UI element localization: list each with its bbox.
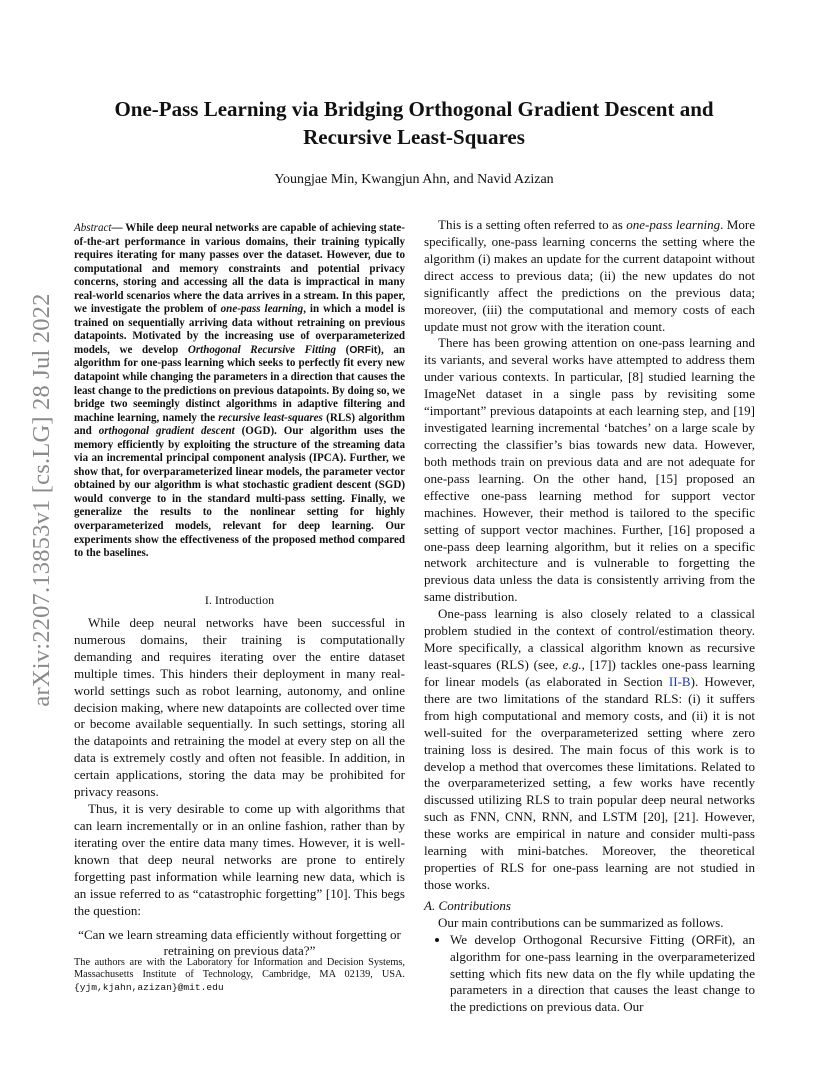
abstract-emph: one-pass learning xyxy=(220,303,304,316)
paragraph-one-pass xyxy=(424,217,755,335)
right-column xyxy=(424,217,755,1016)
abstract-text: (RLS) algorithm and xyxy=(74,411,405,438)
text: , [17]) tackles one-pass learning for linear models (as elaborated in Section xyxy=(424,656,755,689)
text: ). However, there are two limitations of the standard RLS: (i) it suffers from high computational and memory costs, and (ii) it is not well-suited for the overparameterized setting where zero training loss is desired. The main focus of this work is to develop a method that overcomes these limitations. Related to the overparameterized setting, a few works have recently discussed utilizing RLS to train popular deep neural networks such as FNN, CNN, RNN, and LSTM [20], [21]. However, these works are empirical in nature and consider multi-pass learning with mini-batches. Moreover, the theoretical properties of RLS for one-pass learning are not studied in those works. xyxy=(424,673,755,892)
paper-title xyxy=(80,95,748,151)
intro-paragraph-1: While deep neural networks have been successful in numerous domains, their training is computationally demanding and requires iterating over the entire dataset multiple times. This hinders their deployment in many real-world settings such as robot learning, autonomy, and online decision making, where new datapoints are collected over time or become available sequentially. In such settings, storing all the datapoints and retraining the model at every step on all the data is extremely costly and often not feasible. In addition, in certain applications, storing the data may be prohibited for privacy reasons. xyxy=(74,614,405,800)
text: We develop Orthogonal Recursive Fitting ( xyxy=(450,931,697,947)
arxiv-id-text: arXiv:2207.13853v1 [cs.LG] 28 Jul 2022 xyxy=(28,293,55,707)
abstract xyxy=(74,222,405,561)
abstract-text: , in which a model is trained on sequentially arriving data without retraining on previous datapoints. Motivated by the increasing use of overparameterized models, we develop xyxy=(74,303,405,356)
contributions-list xyxy=(424,932,755,1017)
footnote-text: The authors are with the Laboratory for Information and Decision Systems, Massachusetts Institute of Technology, Cambridge, MA 02139, USA. xyxy=(74,957,405,981)
section-heading: I. Introduction xyxy=(204,593,275,607)
abstract-emph: recursive least-squares xyxy=(218,411,323,424)
abstract-text: ), an algorithm for one-pass learning which seeks to perfectly fit every new datapoint while changing the parameters in a direction that causes the least change to the predictions on previous datapoints. By doing so, we bridge two seemingly distinct algorithms in adaptive filtering and machine learning, namely the xyxy=(74,343,405,424)
title-line-1: One-Pass Learning via Bridging Orthogonal Gradient Descent and xyxy=(114,97,714,121)
text: One-pass learning is also closely related to a classical problem studied in the context of control/estimation theory. More specifically, a classical algorithm known as recursive least-squares (RLS) (see, xyxy=(424,606,755,672)
abstract-emph: Orthogonal Recursive Fitting xyxy=(187,343,336,356)
orfit-name: ORFit xyxy=(349,344,378,356)
abstract-emph: orthogonal gradient descent xyxy=(98,425,235,438)
abstract-text: (OGD). Our algorithm uses the memory efficiently by exploiting the structure of the streaming data via an incremental principal component analysis (IPCA). Further, we show that, for overparameterized linear models, the parameter vector obtained by our algorithm is what stochastic gradient descent (SGD) would converge to in the standard multi-pass setting. Finally, we generalize the results to the nonlinear setting for highly overparameterized models, relevant for deep learning. Our experiments show the effectiveness of the proposed method compared to the baselines. xyxy=(74,425,405,560)
arxiv-identifier xyxy=(22,295,62,705)
text: This is a setting often referred to as xyxy=(438,217,627,232)
abstract-text: — While deep neural networks are capable of achieving state-of-the-art performance in various domains, their training typically requires iterating for many passes over the dataset. However, due to computational and memory constraints and potential privacy concerns, storing and accessing all the data is impractical in many real-world scenarios where the data arrives in a stream. In this paper, we investigate the problem of xyxy=(74,222,405,316)
contribution-item xyxy=(450,932,755,1017)
footnote xyxy=(74,957,405,994)
emph: one-pass learning xyxy=(626,217,721,232)
author-list: Youngjae Min, Kwangjun Ahn, and Navid Azizan xyxy=(274,172,554,187)
title-line-2: Recursive Least-Squares xyxy=(303,125,525,149)
text: ), an algorithm for one-pass learning in the overparameterized setting which fits new data on the fly while updating the parameters in a direction that causes the least change to the predictions on previous data. Our xyxy=(450,931,755,1015)
introduction-section xyxy=(74,592,405,960)
contributions-intro: Our main contributions can be summarized as follows. xyxy=(438,914,724,930)
orfit-name: ORFit xyxy=(696,932,728,947)
intro-paragraph-2: Thus, it is very desirable to come up with algorithms that can learn incrementally or in an online fashion, rather than by iterating over the entire data many times. However, it is well-known that deep neural networks are prone to entirely forgetting past information while learning new data, which is an issue referred to as “catastrophic forgetting” [10]. This begs the question: xyxy=(74,801,405,918)
research-question: “Can we learn streaming data efficiently without forgetting or retraining on previous data?” xyxy=(78,926,401,959)
section-link[interactable]: II-B xyxy=(668,673,691,689)
abstract-text: ( xyxy=(336,343,350,356)
text: . More specifically, one-pass learning concerns the setting where the algorithm (i) makes an update for the current datapoint without direct access to previous data; (ii) the new updates do not significantly affect the predictions on the previous data; moreover, (iii) the computational and memory costs of each update must not grow with the iteration count. xyxy=(424,217,756,334)
paragraph-related-work: There has been growing attention on one-pass learning and its variants, and several works have attempted to address them under various contexts. In particular, [8] studied learning the ImageNet dataset in a single pass by revisiting some “important” previous datapoints at each learning step, and [19] investigated learning incremental ‘batches’ on a large scale by correcting the classifier’s bias towards new data. However, both methods train on previous data and are not adequate for one-pass learning. On the other hand, [15] proposed an effective one-pass learning method for support vector machines. However, their method is tailored to the specific setting of support vector machines. Further, [16] proposed a one-pass deep learning algorithm, but it relies on a specific network architecture and is vulnerable to forgetting the previous data unless the data is consistently arriving from the same distribution. xyxy=(424,335,755,605)
abstract-label: Abstract xyxy=(74,222,112,234)
emph: e.g. xyxy=(562,656,582,672)
paragraph-rls xyxy=(424,606,755,894)
footnote-email: {yjm,kjahn,azizan}@mit.edu xyxy=(74,981,224,993)
subsection-heading: A. Contributions xyxy=(424,897,511,913)
